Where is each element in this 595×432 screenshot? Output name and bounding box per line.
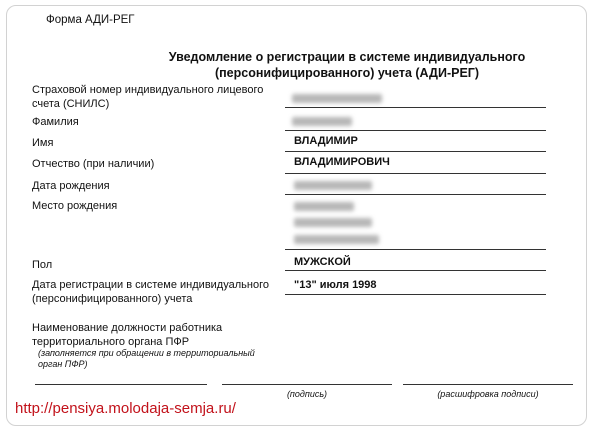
patronymic-value: ВЛАДИМИРОВИЧ (294, 156, 390, 168)
birth-place-underline (285, 249, 546, 250)
birth-place-line3-redacted (294, 235, 379, 244)
sex-label: Пол (32, 259, 53, 271)
birth-place-line1-redacted (294, 202, 354, 211)
signature-decode-caption: (расшифровка подписи) (437, 389, 539, 399)
patronymic-label: Отчество (при наличии) (32, 158, 155, 170)
birth-date-label: Дата рождения (32, 180, 110, 192)
birth-place-label: Место рождения (32, 200, 118, 212)
surname-value-redacted (292, 117, 352, 126)
sex-underline (285, 270, 546, 271)
registration-date-value: "13" июля 1998 (294, 279, 377, 291)
form-code-label: Форма АДИ-РЕГ (46, 14, 135, 26)
surname-label: Фамилия (32, 116, 79, 128)
title-line-1: Уведомление о регистрации в системе индивидуального (168, 50, 526, 64)
snils-underline (285, 107, 546, 108)
form-title (137, 49, 557, 81)
signature-line (222, 384, 392, 385)
title-line-2: (персонифицированного) учета (АДИ-РЕГ) (214, 66, 480, 80)
position-signature-line (35, 384, 207, 385)
sex-value: МУЖСКОЙ (294, 256, 351, 268)
birth-date-value-redacted (294, 181, 372, 190)
officer-note: (заполняется при обращении в территориальный орган ПФР) (38, 348, 255, 369)
name-label: Имя (32, 137, 54, 149)
name-underline (285, 151, 546, 152)
signature-caption: (подпись) (286, 389, 328, 399)
watermark-url: http://pensiya.molodaja-semja.ru/ (15, 400, 236, 417)
name-value: ВЛАДИМИР (294, 135, 358, 147)
adi-reg-form (6, 5, 587, 426)
registration-date-underline (285, 294, 546, 295)
birth-date-underline (285, 194, 546, 195)
snils-value-redacted (292, 94, 382, 103)
patronymic-underline (285, 173, 546, 174)
birth-place-line2-redacted (294, 218, 372, 227)
signature-decode-line (403, 384, 573, 385)
snils-label: Страховой номер индивидуального лицевого счета (СНИЛС) (32, 84, 264, 110)
registration-date-label: Дата регистрации в системе индивидуального (персонифицированного) учета (32, 279, 269, 305)
officer-label: Наименование должности работника территориального органа ПФР (32, 322, 223, 348)
surname-underline (285, 130, 546, 131)
